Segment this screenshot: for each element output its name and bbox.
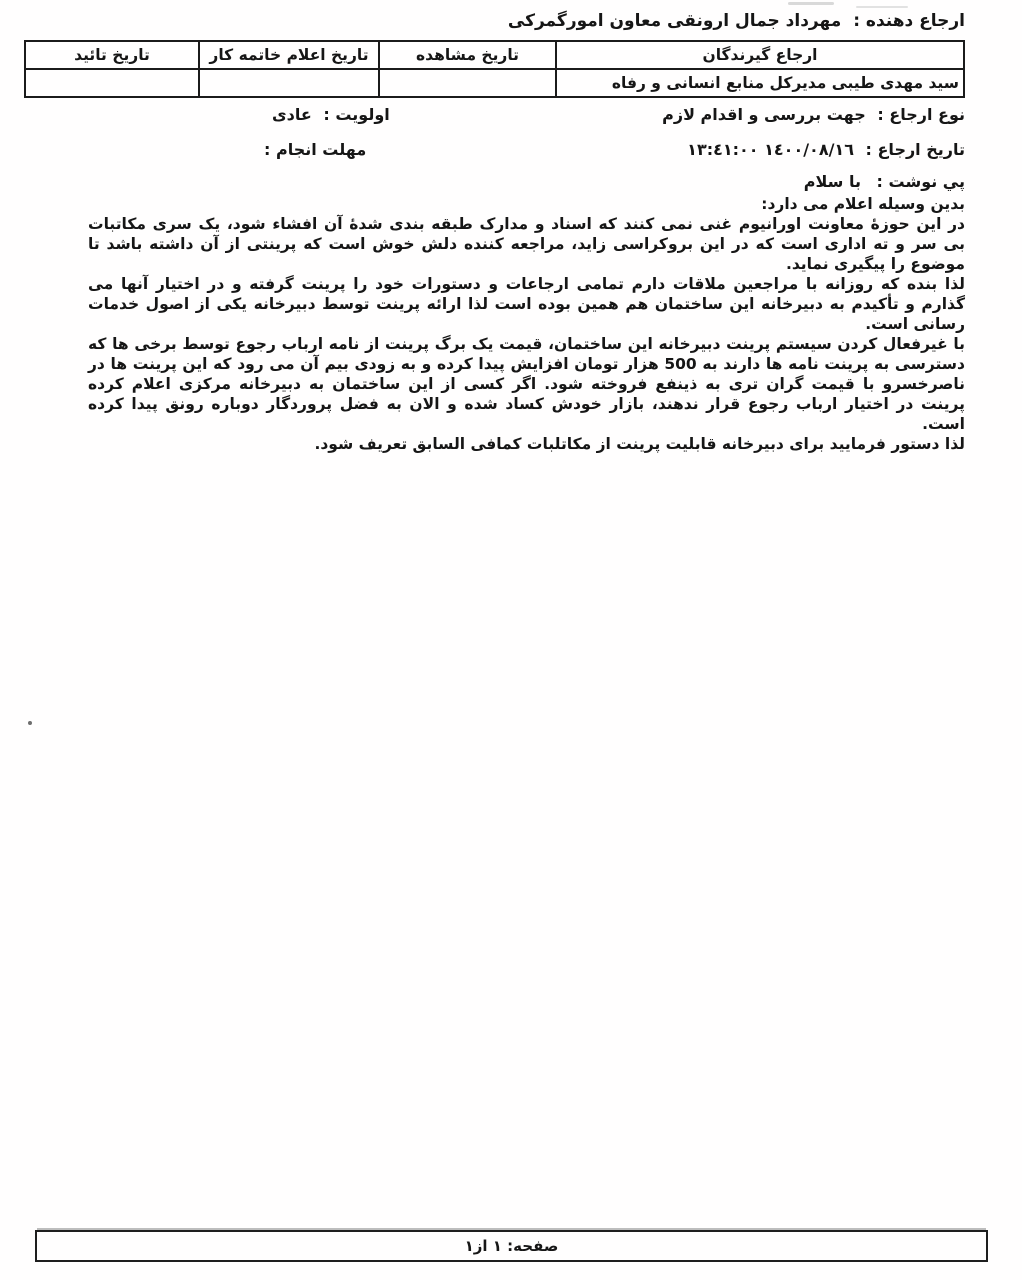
referral-date-value: ١٤٠٠/٠٨/١٦ ١٣:٤١:٠٠ xyxy=(687,140,854,159)
priority-label: اولویت : xyxy=(323,105,390,124)
postscript-greeting: با سلام xyxy=(803,172,861,191)
cell-confirm-date xyxy=(25,69,199,97)
page-number-label: صفحه: ١ از١ xyxy=(464,1237,559,1255)
cell-recipient: سید مهدی طیبی مدیرکل منابع انسانی و رفاه xyxy=(556,69,964,97)
letter-body xyxy=(88,194,965,454)
referral-type-label: نوع ارجاع : xyxy=(877,105,965,124)
table-header-row xyxy=(25,41,964,69)
referrer-value: مهرداد جمال ارونقی معاون امورگمرکی xyxy=(507,11,842,31)
referrer-line xyxy=(60,8,965,34)
body-paragraph: لذا بنده که روزانه با مراجعین ملاقات دارم تمامی ارجاعات و دستورات خود را پرینت گرفته و در اختیار آنها می گذارم و تأکیدم به دبیرخانه این ساختمان هم همین بوده است لذا ارائه پرینت توسط دبیرخانه یکی از اصول خدمات رسانی است. xyxy=(88,275,965,333)
cell-completion-date xyxy=(199,69,379,97)
scan-speck xyxy=(28,721,32,725)
body-intro: بدین وسیله اعلام می دارد: xyxy=(761,195,965,213)
recipients-table xyxy=(24,40,965,98)
column-header-viewed-date: تاریخ مشاهده xyxy=(379,41,556,69)
deadline-line xyxy=(258,139,366,160)
priority-value: عادی xyxy=(272,105,312,124)
referral-date-label: تاریخ ارجاع : xyxy=(865,140,965,159)
body-paragraph: لذا دستور فرمایید برای دبیرخانه قابلیت پرینت از مکاتلبات کمافی السابق تعریف شود. xyxy=(314,435,965,453)
column-header-confirm-date: تاریخ تائید xyxy=(25,41,199,69)
page-number-footer xyxy=(35,1230,988,1262)
postscript-line xyxy=(804,171,965,192)
cell-viewed-date xyxy=(379,69,556,97)
column-header-recipients: ارجاع گیرندگان xyxy=(556,41,964,69)
referral-date-line xyxy=(687,139,965,160)
postscript-label: پي نوشت : xyxy=(876,172,965,191)
body-paragraph: در این حوزۀ معاونت اورانیوم غنی نمی کنند که اسناد و مدارک طبقه بندی شدۀ آن افشاء شود، یک سری مکاتبات بی سر و ته اداری است که در این بروکراسی زاید، مراجعه کننده دلش خوش است که پرینتی از آن داشته باشد تا موضوع را پیگیری نماید. xyxy=(88,215,965,273)
table-row xyxy=(25,69,964,97)
scan-smudge xyxy=(788,2,834,5)
deadline-label: مهلت انجام : xyxy=(264,140,367,159)
body-paragraph: با غیرفعال کردن سیستم پرینت دبیرخانه این ساختمان، قیمت یک برگ پرینت از نامه ارباب رجوع توسط برخی ها که دسترسی به پرینت نامه ها دارند به 500 هزار تومان افزایش پیدا کرده و به زودی بیم آن می رود که این پرینت ها در ناصرخسرو با قیمت گران تری به ذینفع فروخته شود. اگر کسی از این ساختمان به دبیرخانه مرکزی اعلام کرده پرینت در اختیار ارباب رجوع قرار ندهند، بازار خودش کساد شده و الان به فضل پروردگار دوباره رونق پیدا کرده است. xyxy=(88,335,965,433)
referrer-label: ارجاع دهنده : xyxy=(853,11,965,31)
column-header-completion-date: تاریخ اعلام خاتمه کار xyxy=(199,41,379,69)
referral-type-line xyxy=(662,104,965,125)
priority-line xyxy=(272,104,390,125)
referral-type-value: جهت بررسی و اقدام لازم xyxy=(662,105,866,124)
